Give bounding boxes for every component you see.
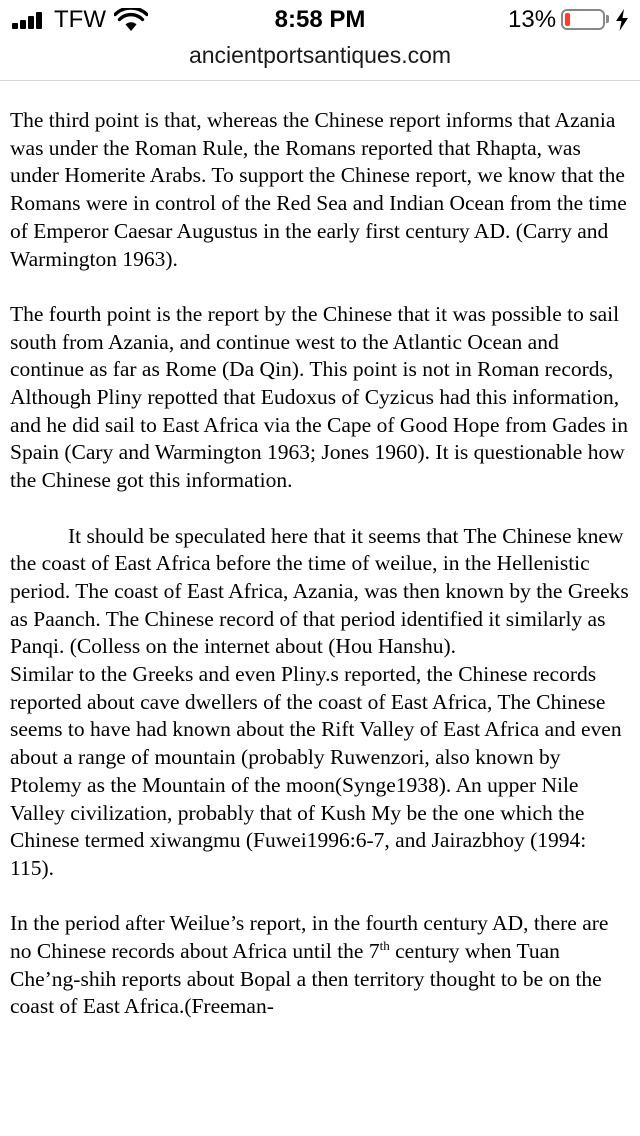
battery-level-fill bbox=[565, 13, 570, 26]
paragraph-third-point: The third point is that, whereas the Chinese report informs that Azania was under the Roman Rule, the Romans reported that Rhapta, was under Homerite Arabs. To support the Chinese report, we know that the Romans were in control of the Red Sea and Indian Ocean from the time of Emperor Caesar Augustus in the early first century AD. (Carry and Warmington 1963). bbox=[10, 108, 627, 271]
paragraph-speculation bbox=[10, 523, 632, 662]
paragraph-after-weilue-start: In the period after Weilue’s report, in the fourth century AD, there are no Chinese records about Africa until the 7 bbox=[10, 911, 609, 964]
paragraph-fourth-point: The fourth point is the report by the Chinese that it was possible to sail south from Azania, and continue west to the Atlantic Ocean and continue as far as Rome (Da Qin). This point is not in Roman records, Although Pliny repotted that Eudoxus of Cyzicus had this information, and he did sail to East Africa via the Cape of Good Hope from Gades in Spain (Cary and Warmington 1963; Jones 1960). It is questionable how the Chinese got this information. bbox=[10, 301, 628, 493]
battery-icon bbox=[561, 9, 605, 30]
article-body bbox=[10, 107, 632, 1049]
carrier-name: TFW bbox=[54, 6, 106, 33]
paragraph-after-weilue-end: century when Tuan Che’ng-shih reports about Bopal a then territory thought to be on the coast of East Africa.(Freeman- bbox=[10, 939, 602, 1019]
paragraph-cave-dwellers: Similar to the Greeks and even Pliny.s reported, the Chinese records reported about cave dwellers of the coast of East Africa, The Chinese seems to have had known about the Rift Valley of East Africa and even about a range of mountain (probably Ruwenzori, also known by Ptolemy as the Mountain of the moon(Synge1938). An upper Nile Valley civilization, probably that of Kush My be the one which the Chinese termed xiwangmu (Fuwei1996:6-7, and Jairazbhoy (1994: 115). bbox=[10, 662, 622, 880]
ordinal-superscript: th bbox=[379, 938, 390, 954]
url-text: ancientportsantiques.com bbox=[188, 42, 452, 68]
address-bar[interactable] bbox=[0, 38, 640, 72]
battery-terminal bbox=[606, 15, 609, 23]
battery-percentage: 13% bbox=[508, 6, 557, 33]
paragraph-speculation-text: It should be speculated here that it seems that The Chinese knew the coast of East Africa before the time of weilue, in the Hellenistic period. The coast of East Africa, Azania, was then known by the Greeks as Paanch. The Chinese record of that period identified it similarly as Panqi. (Colless on the internet about (Hou Hanshu). bbox=[10, 523, 629, 659]
status-time: 8:58 PM bbox=[274, 6, 366, 33]
charging-bolt-icon bbox=[615, 9, 629, 31]
status-bar bbox=[0, 0, 640, 40]
paragraph-after-weilue bbox=[10, 910, 632, 1021]
toolbar-divider bbox=[0, 80, 640, 81]
